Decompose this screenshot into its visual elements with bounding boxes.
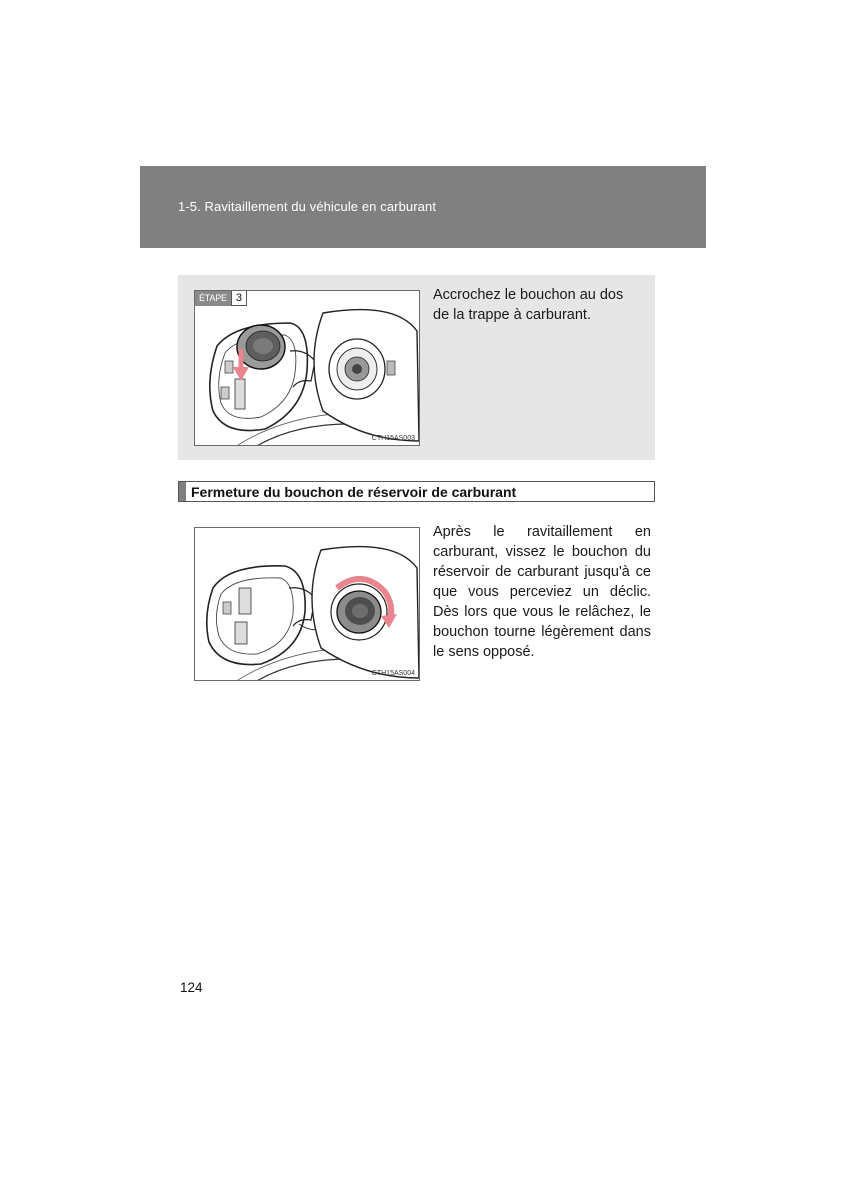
- closing-instruction: Après le ravitaillement en carburant, vissez le bouchon du réservoir de carburant jusqu'à ce que vous perceviez un déclic. Dès lors que vous le relâchez, le bouchon tourne légèrement dans le sens opposé.: [433, 524, 651, 660]
- fuel-cap-hook-illustration: [194, 290, 420, 446]
- page-number: 124: [180, 980, 203, 995]
- fuel-cap-tighten-drawing: [195, 528, 420, 681]
- fuel-cap-closing-illustration: [194, 527, 420, 681]
- subsection-heading: [178, 481, 655, 502]
- figure-code: CTH15AS004: [371, 670, 415, 677]
- step-badge-number: 3: [231, 291, 247, 306]
- figure-code: CTH15AS003: [371, 435, 415, 442]
- section-title: 1-5. Ravitaillement du véhicule en carburant: [178, 199, 437, 214]
- subsection-title: Fermeture du bouchon de réservoir de carburant: [191, 484, 517, 500]
- step-badge: [195, 291, 247, 306]
- step-3-panel: [178, 275, 655, 460]
- chapter-header-band: [140, 166, 706, 248]
- subsection-accent: [179, 482, 186, 501]
- step-3-instruction: Accrochez le bouchon au dos de la trappe à carburant.: [433, 287, 624, 323]
- step-badge-word: ÉTAPE: [195, 291, 231, 306]
- fuel-door-open-drawing: [195, 291, 420, 446]
